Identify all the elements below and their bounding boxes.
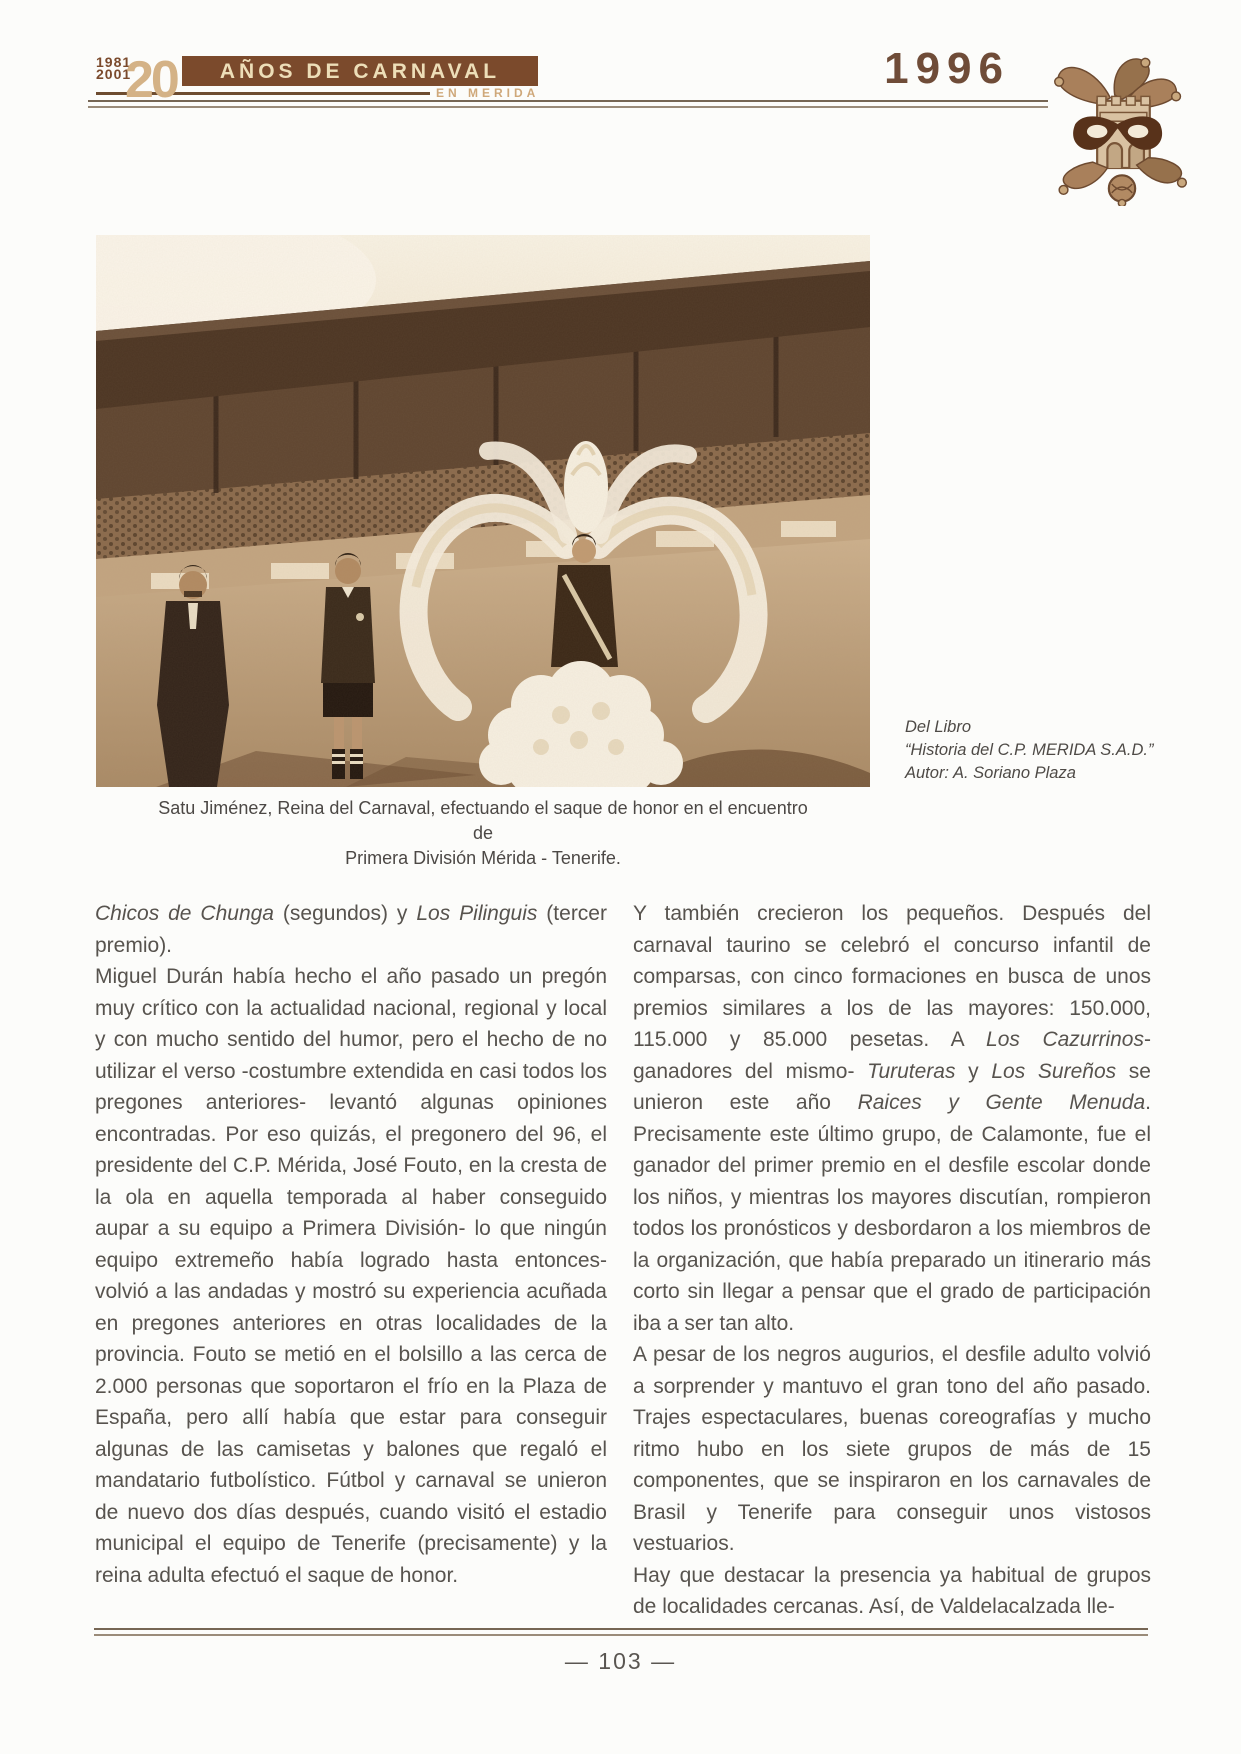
photo-credit-line1: Del Libro [905,718,972,736]
logo-year-bottom: 2001 [96,66,132,82]
paragraph: A pesar de los negros augurios, el desfile adulto volvió a sorprender y mantuvo el gran tono del año pasado. Trajes espectaculares, buenas coreografías y mucho ritmo hubo en los siete grupos de más de 15 componentes, que se inspiraron en los carnavales de Brasil y Tenerife para conseguir unos vistosos vestuarios. [633,1343,1151,1555]
paragraph: Y también crecieron los pequeños. Después del carnaval taurino se celebró el concurso infantil de comparsas, con cinco formaciones en busca de unos premios similares a los de las mayores: 150.000, 115.000 y 85.000 pesetas. A Los Cazurrinos- ganadores del mismo- Turuteras y Los Sureños se unieron este año Raices y Gente Menuda. Precisamente este último grupo, de Calamonte, fue el ganador del primer premio en el desfile escolar donde los niños, y mientras los mayores discutían, rompieron todos los pronósticos y desbordaron a los miembros de la organización, que había preparado un itinerario más corto sin llegar a pensar que el grado de participación iba a ser tan alto. [633,902,1151,1335]
photo-credit [905,716,1153,785]
photo-credit-line2: “Historia del C.P. MERIDA S.A.D.” [905,741,1154,759]
page-number: — 103 — [564,1648,677,1674]
jester-mascot-icon [1046,54,1198,206]
photo-caption-line1: Satu Jiménez, Reina del Carnaval, efectuando el saque de honor en el encuentro de [158,798,808,843]
logo-subtitle: EN MERIDA [436,86,540,100]
paragraph: Hay que destacar la presencia ya habitual de grupos de localidades cercanas. Así, de Valdelacalzada lle- [633,1563,1151,1618]
header-rule [88,100,1048,108]
chapter-year: 1996 [884,44,1010,93]
logo-big-number: 20 [125,51,177,109]
logo-title: AÑOS DE CARNAVAL [182,56,538,86]
paragraph: Chicos de Chunga (segundos) y Los Pilinguis (tercer premio). [95,902,607,957]
article-column-left [95,898,607,1591]
logo-year-top: 1981 [96,54,132,70]
photo-caption-line2: Primera División Mérida - Tenerife. [345,848,621,868]
photo-credit-line3: Autor: A. Soriano Plaza [905,764,1076,782]
article-column-right [633,898,1151,1623]
carnival-queen-photo [96,235,870,787]
stadium-photo-illustration [96,235,870,787]
footer-rule [94,1628,1148,1636]
paragraph: Miguel Durán había hecho el año pasado un pregón muy crítico con la actualidad nacional, regional y local y con mucho sentido del humor, pero el hecho de no utilizar el verso -costumbre extendida en casi todos los pregones anteriores- levantó algunas opiniones encontradas. Por eso quizás, el pregonero del 96, el presidente del C.P. Mérida, José Fouto, en la cresta de la ola en aquella temporada al haber conseguido aupar a su equipo a Primera División- lo que ningún equipo extremeño había logrado hasta entonces- volvió a las andadas y mostró su experiencia acuñada en pregones anteriores en otras localidades de la provincia. Fouto se metió en el bolsillo a las cerca de 2.000 personas que soportaron el frío en la Plaza de España, pero allí había que estar para conseguir algunas de las camisetas y balones que regaló el mandatario futbolístico. Fútbol y carnaval se unieron de nuevo dos días después, cuando visitó el estadio municipal el equipo de Tenerife (precisamente) y la reina adulta efectuó el saque de honor. [95,965,607,1587]
photo-caption [158,796,808,871]
